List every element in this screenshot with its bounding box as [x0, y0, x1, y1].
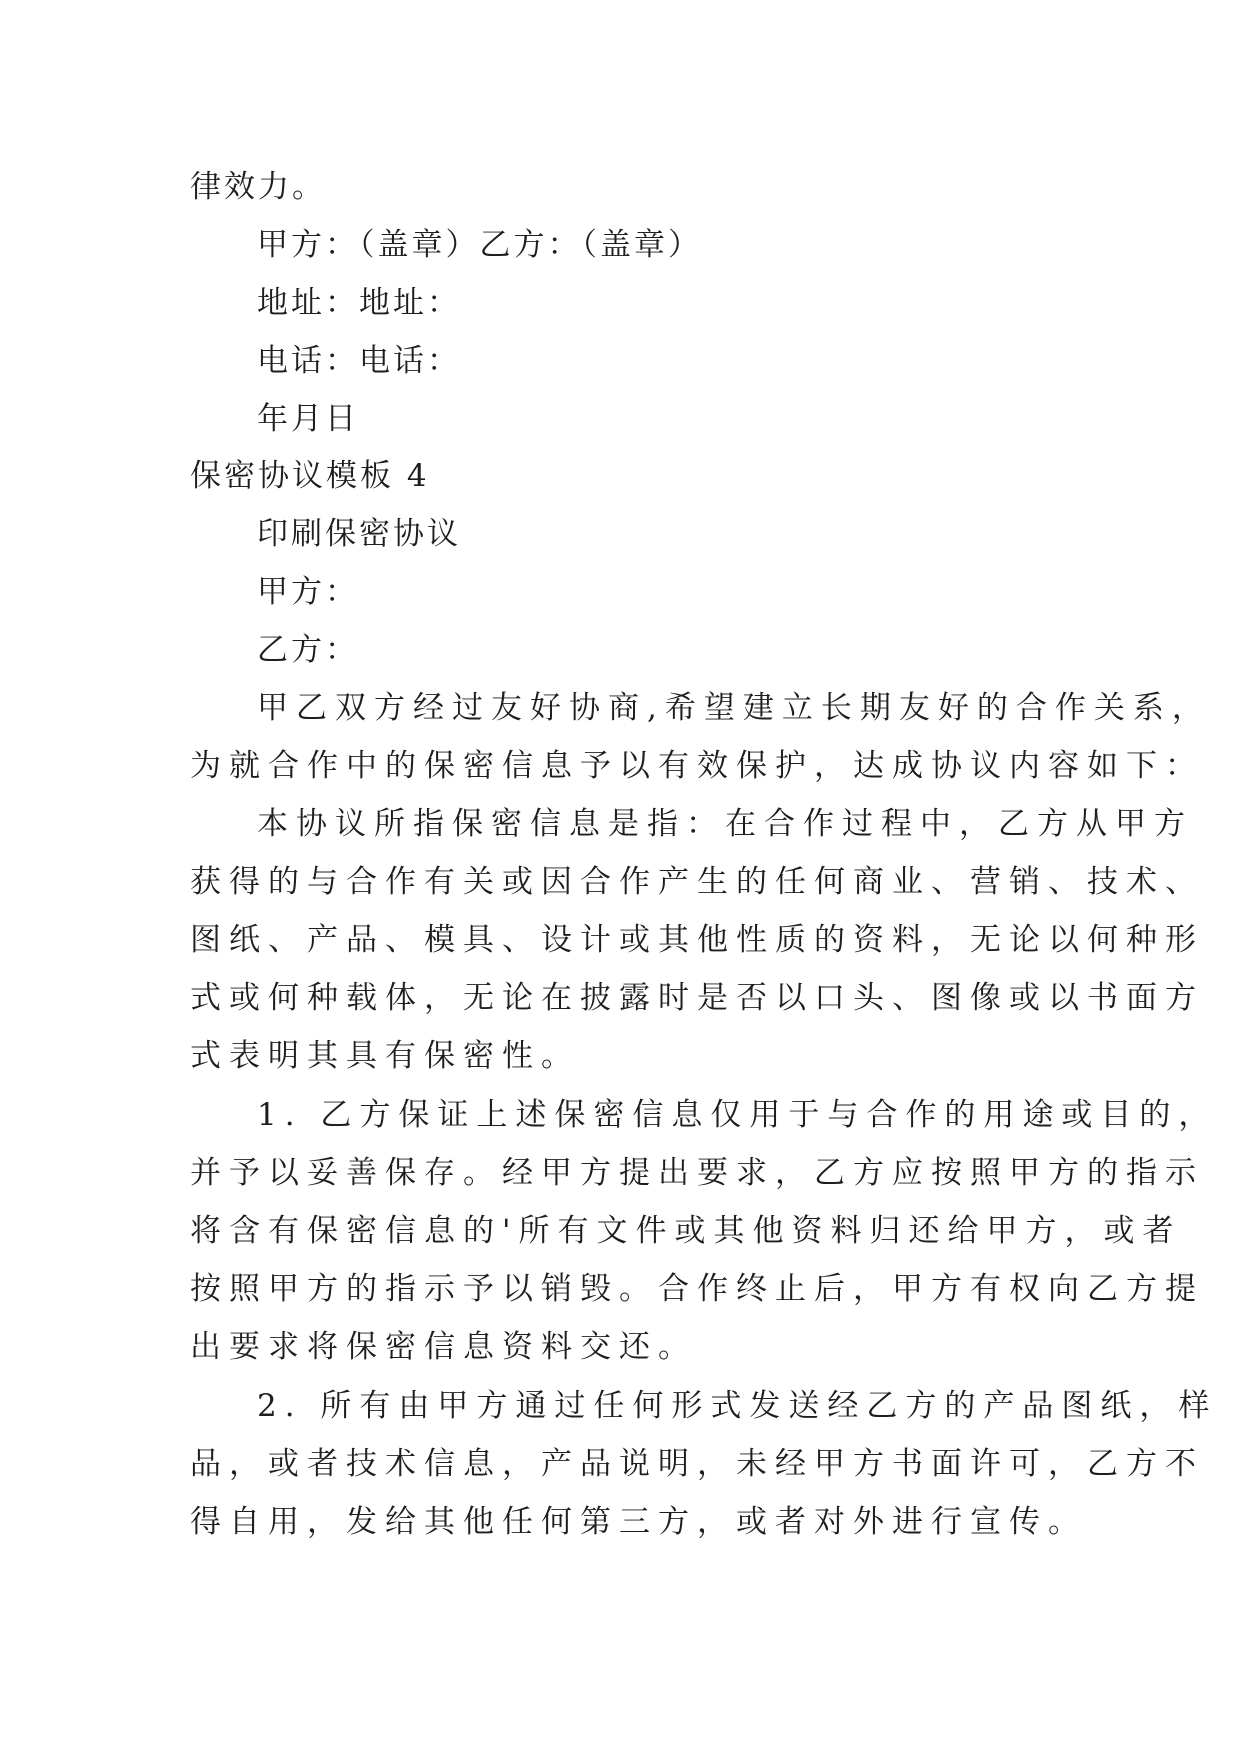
text-line: 地址：地址：	[257, 285, 461, 321]
text-line: 2. 所有由甲方通过任何形式发送经乙方的产品图纸，样	[257, 1388, 1218, 1424]
text-line: 1. 乙方保证上述保密信息仅用于与合作的用途或目的，	[257, 1097, 1218, 1133]
text-line: 式或何种载体，无论在披露时是否以口头、图像或以书面方	[190, 980, 1204, 1016]
text-line: 律效力。	[190, 169, 326, 205]
section-heading: 保密协议模板 4	[190, 458, 430, 494]
text-line: 图纸、产品、模具、设计或其他性质的资料，无论以何种形	[190, 922, 1204, 958]
text-line: 甲方：	[257, 574, 359, 610]
agreement-title: 印刷保密协议	[257, 516, 461, 552]
text-line: 得自用，发给其他任何第三方，或者对外进行宣传。	[190, 1504, 1087, 1540]
text-line: 出要求将保密信息资料交还。	[190, 1329, 697, 1365]
text-line: 甲乙双方经过友好协商,希望建立长期友好的合作关系，	[257, 690, 1211, 726]
text-line: 并予以妥善保存。经甲方提出要求，乙方应按照甲方的指示	[190, 1155, 1204, 1191]
text-line: 电话：电话：	[257, 343, 461, 379]
text-line: 品，或者技术信息，产品说明，未经甲方书面许可，乙方不	[190, 1446, 1204, 1482]
text-line: 式表明其具有保密性。	[190, 1038, 580, 1074]
text-line: 年月日	[257, 401, 359, 437]
text-line: 按照甲方的指示予以销毁。合作终止后，甲方有权向乙方提	[190, 1271, 1204, 1307]
text-line: 本协议所指保密信息是指：在合作过程中，乙方从甲方	[257, 806, 1193, 842]
text-line: 乙方：	[257, 632, 359, 668]
text-line: 甲方：（盖章）乙方：（盖章）	[257, 227, 702, 263]
text-line: 将含有保密信息的'所有文件或其他资料归还给甲方，或者	[190, 1213, 1182, 1249]
text-line: 获得的与合作有关或因合作产生的任何商业、营销、技术、	[190, 864, 1204, 900]
text-line: 为就合作中的保密信息予以有效保护，达成协议内容如下：	[190, 748, 1204, 784]
